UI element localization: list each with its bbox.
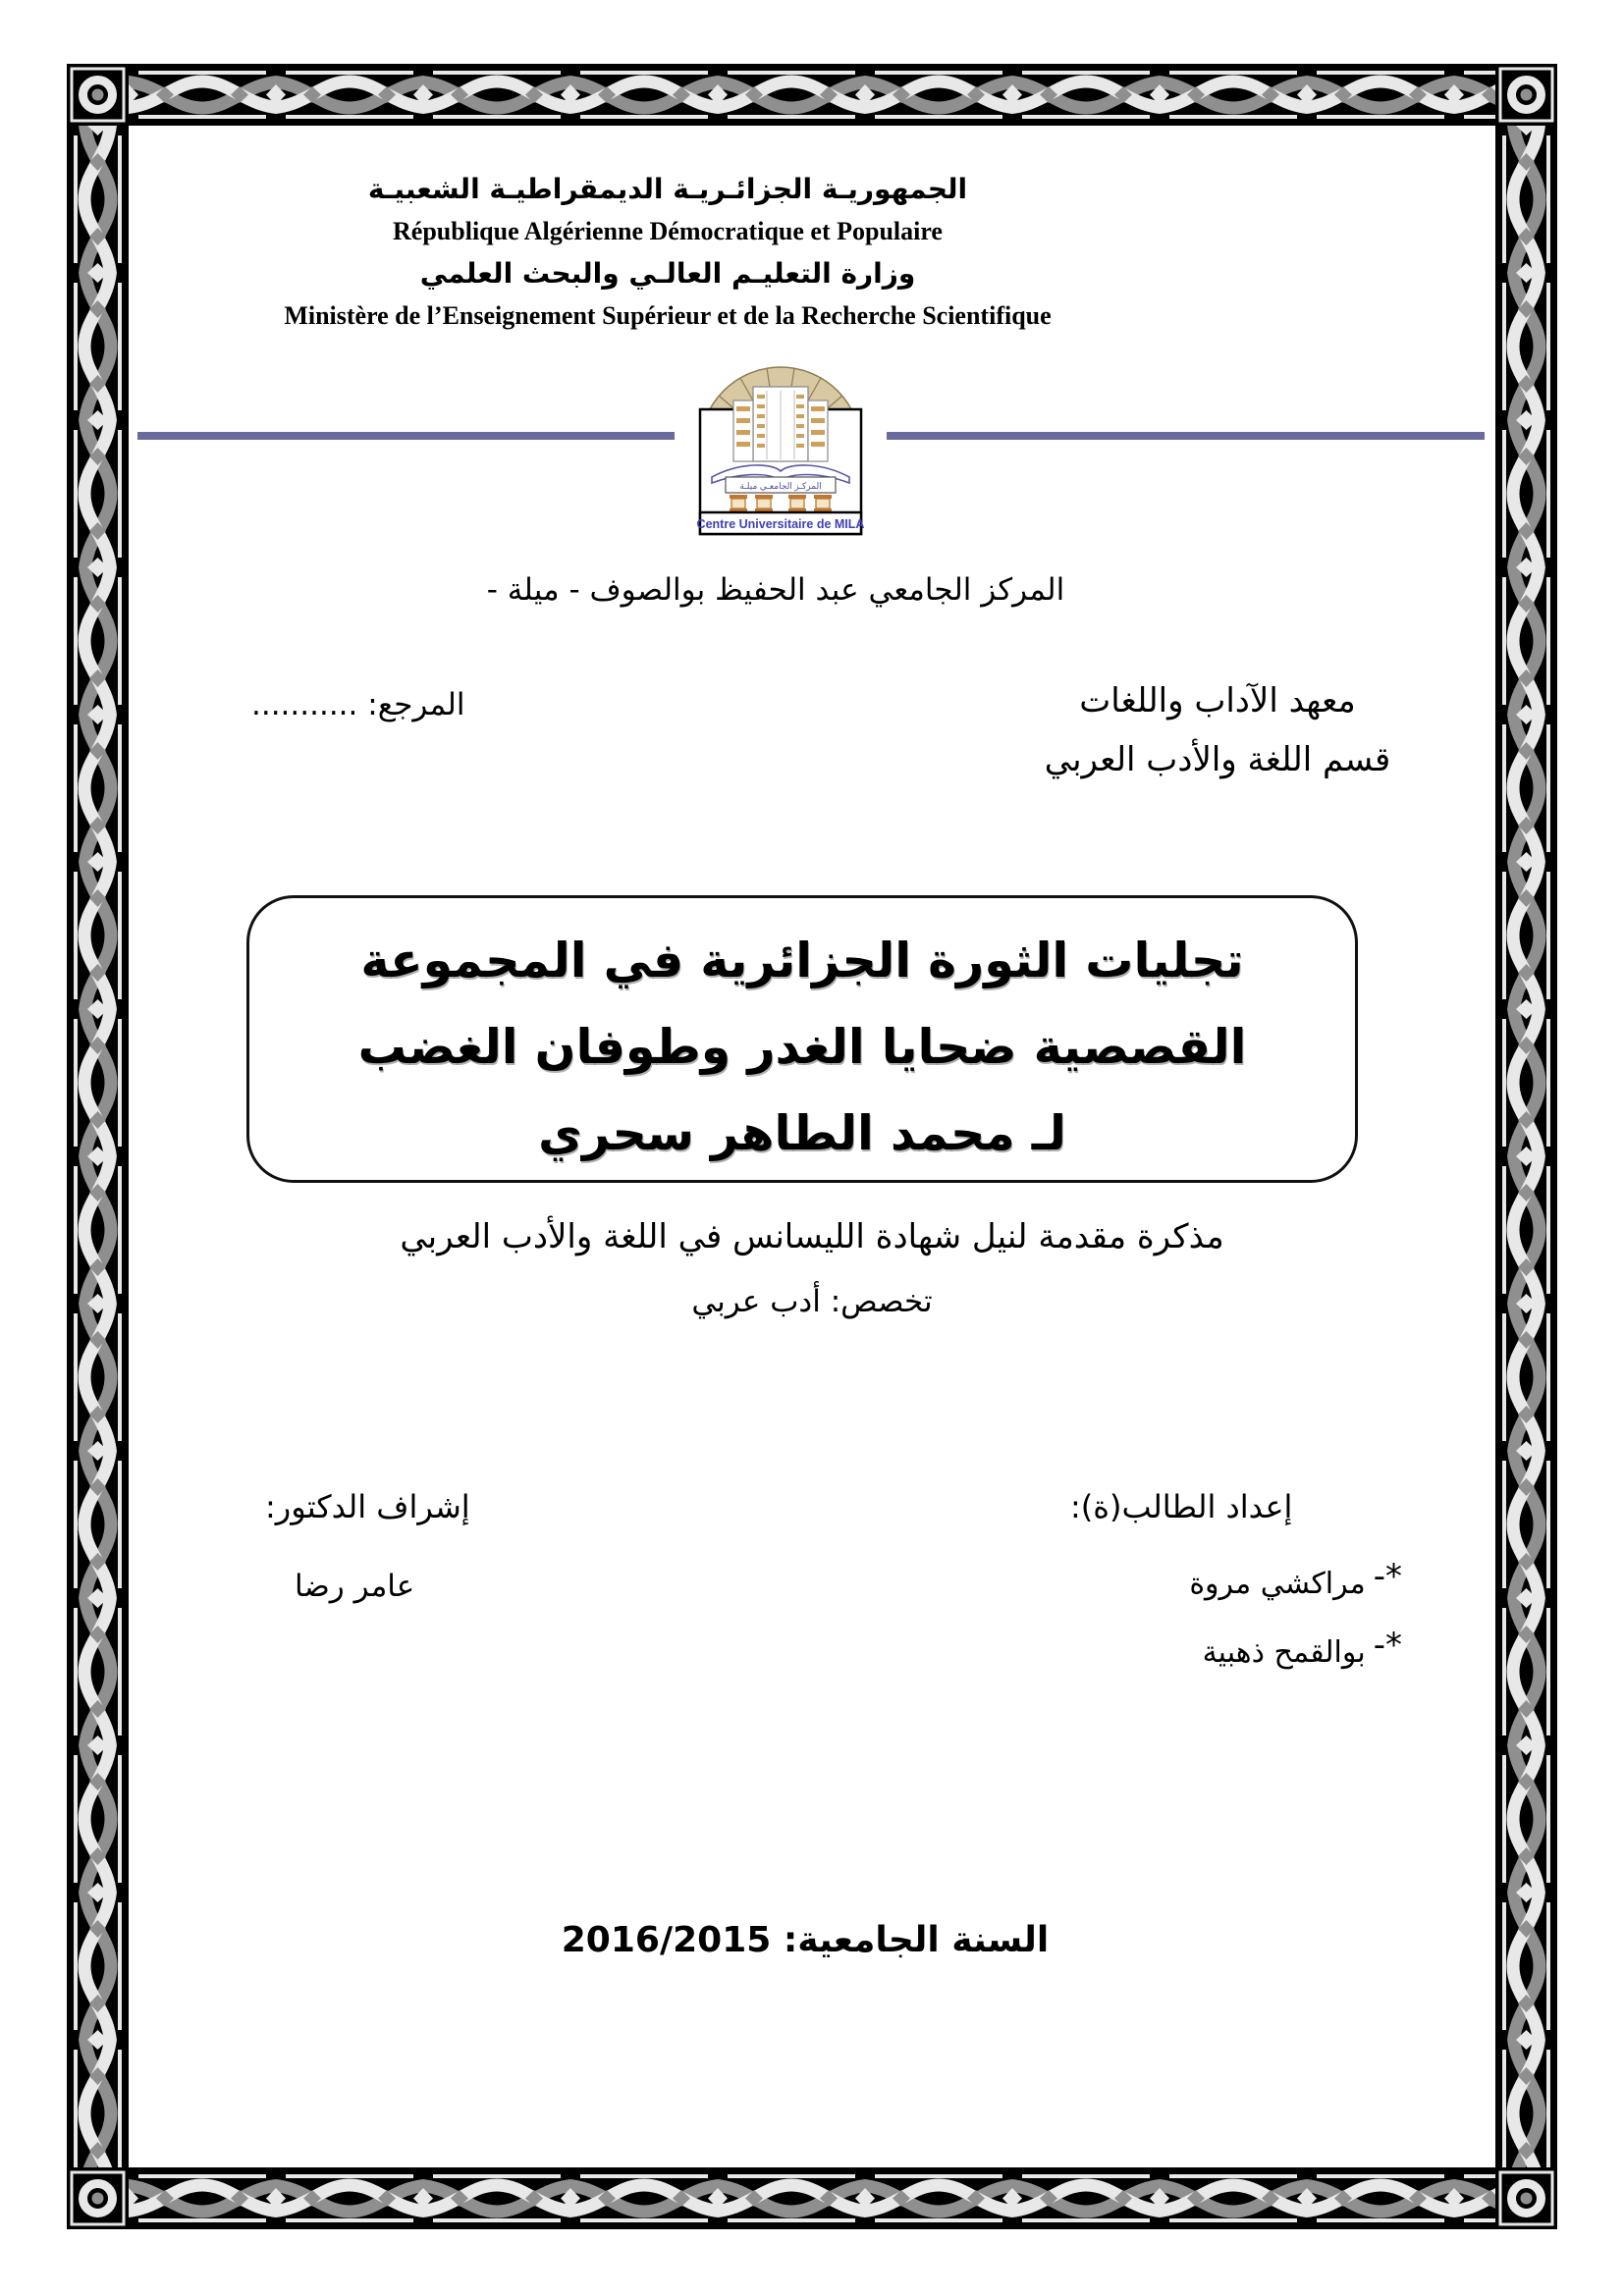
ministry-name-arabic: وزارة التعليـم العالـي والبحث العلمي [419, 257, 916, 290]
logo-caption-text: Centre Universitaire de MILA [696, 517, 865, 531]
logo-banner-text: المركـز الجامعـي ميلـة [739, 481, 822, 491]
department-line: قسم اللغة والأدب العربي [1044, 740, 1391, 779]
border-corner-bottom-left [67, 2167, 129, 2229]
supervisor-header: إشراف الدكتور: [265, 1488, 470, 1525]
students-header: إعداد الطالب(ة): [1070, 1488, 1293, 1525]
thesis-title-line-1: تجليات الثورة الجزائرية في المجموعة [360, 933, 1244, 988]
logo-banner [726, 477, 836, 493]
supervisor-name: عامر رضا [295, 1569, 415, 1604]
student-item-2 [1202, 1626, 1402, 1671]
divider-line-left [137, 432, 675, 440]
border-corner-top-left [67, 64, 129, 126]
divider-line-right [887, 432, 1485, 440]
student-name-2: بوالقمح ذهبية [1202, 1635, 1366, 1670]
star-bullet-icon: *- [1373, 1626, 1402, 1665]
student-item-1 [1189, 1557, 1402, 1602]
memo-description-line: مذكرة مقدمة لنيل شهادة الليسانس في اللغة والأدب العربي [400, 1217, 1224, 1256]
thesis-title-box [246, 895, 1358, 1183]
academic-year-label: السنة الجامعية: [783, 1920, 1050, 1960]
thesis-title-line-2: القصصية ضحايا الغدر وطوفان الغضب [357, 1019, 1247, 1075]
ministry-name-french: Ministère de l’Enseignement Supérieur et de la Recherche Scientifique [284, 301, 1052, 330]
border-band-left [67, 126, 129, 2167]
university-logo [692, 351, 869, 545]
republic-name-arabic: الجمهوريـة الجزائـريـة الديمقراطيـة الشعبيـة [367, 173, 968, 205]
border-corner-bottom-right [1495, 2167, 1557, 2229]
memo-specialty-line: تخصص: أدب عربي [691, 1284, 933, 1319]
border-band-right [1495, 126, 1557, 2167]
border-band-bottom [129, 2167, 1495, 2229]
border-corner-top-right [1495, 64, 1557, 126]
logo-caption-strip [697, 512, 865, 534]
thesis-title-line-3: لـ محمد الطاهر سحري [538, 1105, 1066, 1161]
header-block [201, 167, 1134, 336]
institute-block [1021, 671, 1414, 789]
border-band-top [129, 64, 1495, 126]
university-name-line: المركز الجامعي عبد الحفيظ بوالصوف - ميلة - [486, 572, 1065, 608]
republic-name-french: République Algérienne Démocratique et Populaire [393, 217, 943, 245]
institute-line: معهد الآداب واللغات [1079, 681, 1356, 721]
star-bullet-icon: *- [1373, 1557, 1402, 1596]
student-name-1: مراكشي مروة [1189, 1567, 1366, 1601]
academic-year-line [471, 1920, 1139, 1960]
reference-label: المرجع: ........... [251, 687, 465, 722]
academic-year-value: 2016/2015 [561, 1920, 772, 1960]
